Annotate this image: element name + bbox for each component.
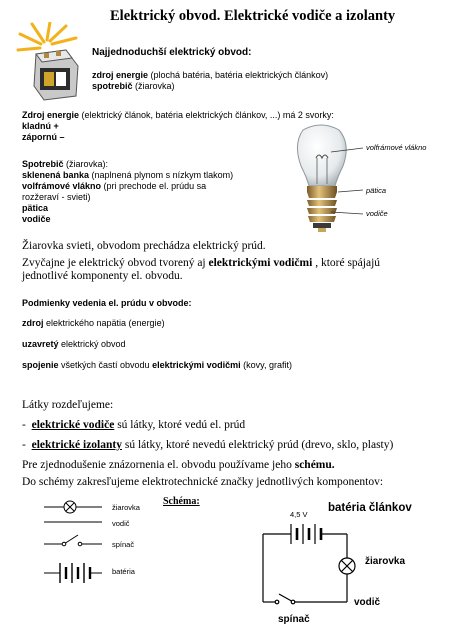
term-zdroj: Zdroj energie (22, 110, 80, 120)
term-elektricke-vodice-2: elektrické vodiče (31, 419, 115, 431)
bulb-label-filament: volfrámové vlákno (366, 143, 427, 152)
terminal-negative: zápornú – (22, 132, 65, 142)
materials-insulators: - elektrické izolanty sú látky, ktoré nevedú elektrický prúd (drevo, sklo, plasty) (22, 439, 394, 451)
consumer-filament: volfrámové vlákno (pri prechode el. prúdu sa (22, 181, 207, 191)
conditions-heading: Podmienky vedenia el. prúdu v obvode: (22, 298, 192, 308)
text-zdroj-desc: (plochá batéria, batéria elektrických článkov) (148, 70, 329, 80)
symbol-label-bulb: žiarovka (112, 503, 140, 512)
circuit-schematic (255, 516, 365, 616)
symbol-label-switch: spínač (112, 540, 135, 549)
consumer-filament-cont: rozžeraví - svieti) (22, 192, 91, 202)
consumer-leads: vodiče (22, 214, 51, 224)
term-spotrebic-2: Spotrebič (22, 159, 64, 169)
term-elektricke-izolanty: elektrické izolanty (31, 439, 122, 451)
terminal-positive: kladnú + (22, 121, 59, 131)
consumer-glass: sklenená banka (naplnená plynom s nízkym tlakom) (22, 170, 234, 180)
text-spotrebic-desc: (žiarovka) (132, 81, 175, 91)
paragraph-wires-1: Zvyčajne je elektrický obvod tvorený aj elektrickými vodičmi , ktoré spájajú (22, 257, 381, 269)
paragraph-symbols: Do schémy zakresľujeme elektrotechnické značky jednotlivých komponentov: (22, 476, 384, 488)
materials-intro: Látky rozdeľujeme: (22, 399, 114, 411)
paragraph-bulb-shines: Žiarovka svieti, obvodom prechádza elektrický prúd. (22, 240, 266, 252)
paragraph-wires-2: jednotlivé komponenty el. obvodu. (22, 270, 183, 282)
lightbulb-illustration (283, 122, 393, 237)
term-spotrebic: spotrebič (92, 81, 133, 91)
source-heading (22, 110, 334, 120)
schema-label-battery: batéria článkov (328, 502, 412, 514)
page-title: Elektrický obvod. Elektrické vodiče a izolanty (110, 8, 396, 24)
materials-conductors: - elektrické vodiče sú látky, ktoré vedú el. prúd (22, 419, 246, 431)
term-zdroj-energie: zdroj energie (92, 70, 149, 80)
text-zdroj-svorky: (elektrický článok, batéria elektrických článkov, ...) má 2 svorky: (79, 110, 334, 120)
paragraph-schema: Pre zjednodušenie znázornenia el. obvodu používame jeho schému. (22, 459, 335, 471)
schema-label-voltage: 4,5 V (290, 510, 308, 519)
consumer-socket: pätica (22, 203, 49, 213)
subtitle: Najjednoduchší elektrický obvod: (92, 47, 252, 58)
symbol-label-battery: batéria (112, 567, 135, 576)
text-ziarovka: (žiarovka): (63, 159, 109, 169)
term-schema: schému. (294, 459, 335, 471)
symbols-legend (40, 497, 108, 589)
symbol-label-wire: vodič (112, 519, 130, 528)
bulb-label-socket: pätica (366, 186, 387, 195)
schema-label-bulb: žiarovka (365, 556, 406, 567)
condition-source: zdroj elektrického napätia (energie) (22, 318, 165, 328)
battery-illustration (14, 22, 94, 102)
schema-label-switch: spínač (278, 614, 310, 625)
schema-heading: Schéma: (163, 496, 200, 507)
simple-item-consumer (92, 81, 175, 91)
condition-connection: spojenie všetkých častí obvodu elektrickými vodičmi (kovy, grafit) (22, 360, 292, 370)
term-elektricke-vodice: elektrickými vodičmi (208, 257, 313, 269)
consumer-heading (22, 159, 108, 169)
simple-item-source (92, 70, 328, 80)
bulb-label-leads: vodiče (366, 209, 388, 218)
condition-closed: uzavretý elektrický obvod (22, 339, 126, 349)
schema-label-wire: vodič (354, 597, 381, 608)
